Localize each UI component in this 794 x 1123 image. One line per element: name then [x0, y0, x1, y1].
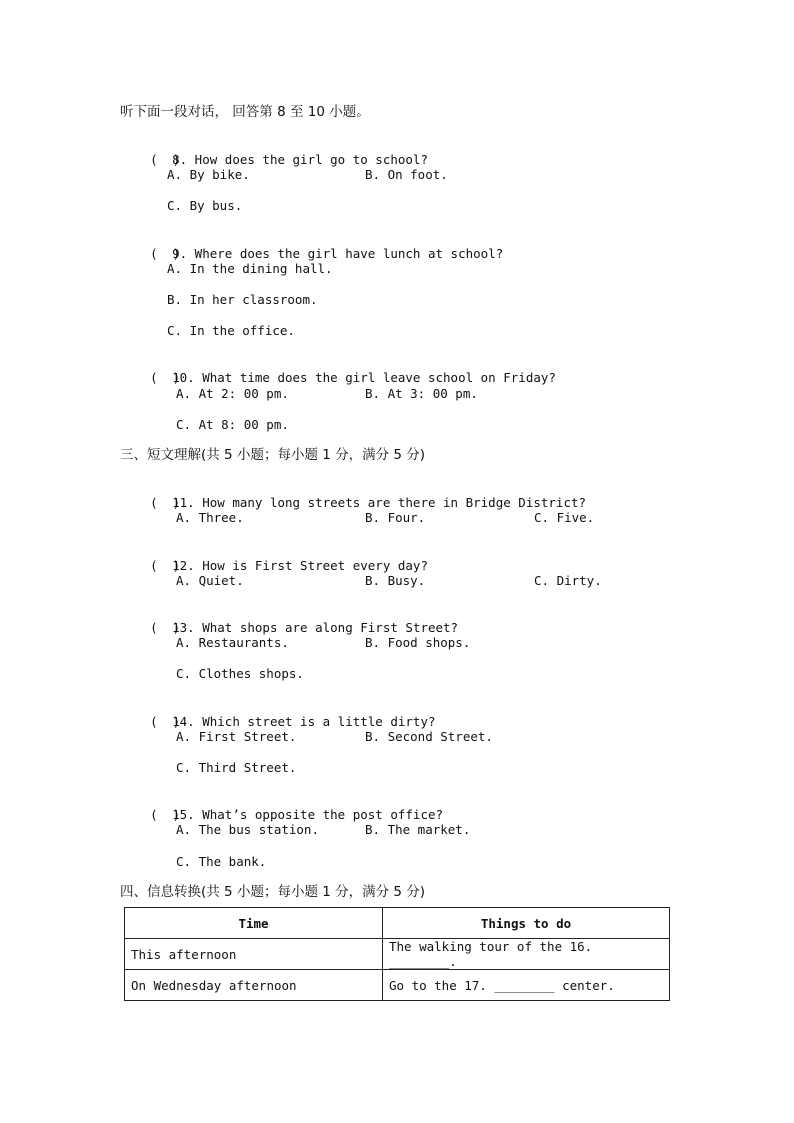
option-10c: C. At 8: 00 pm. — [176, 417, 289, 432]
option-10b: B. At 3: 00 pm. — [365, 386, 478, 401]
option-8c: C. By bus. — [167, 198, 243, 213]
option-14c: C. Third Street. — [176, 760, 297, 775]
option-13c: C. Clothes shops. — [176, 666, 304, 681]
question-text: 8. How does the girl go to school? — [172, 152, 428, 167]
option-12b: B. Busy. — [365, 573, 426, 588]
table-header-row — [125, 908, 670, 939]
question-text: 11. How many long streets are there in Bridge District? — [172, 495, 587, 510]
answer-blank[interactable]: ( ) — [150, 714, 181, 729]
option-11c: C. Five. — [534, 510, 595, 525]
table-row — [125, 939, 670, 970]
option-8a: A. By bike. — [167, 167, 250, 182]
question-text: 15. What’s opposite the post office? — [172, 807, 444, 822]
cell-thing[interactable]: Go to the 17. ________ center. — [383, 970, 670, 1001]
option-9c: C. In the office. — [167, 323, 295, 338]
option-12a: A. Quiet. — [176, 573, 244, 588]
header-things-to-do: Things to do — [383, 908, 670, 939]
option-14b: B. Second Street. — [365, 729, 493, 744]
option-15b: B. The market. — [365, 822, 471, 837]
answer-blank[interactable]: ( ) — [150, 620, 181, 635]
question-text: 12. How is First Street every day? — [172, 558, 428, 573]
option-12c: C. Dirty. — [534, 573, 602, 588]
section-3-title: 三、短文理解(共 5 小题；每小题 1 分，满分 5 分) — [120, 447, 426, 463]
cell-time: On Wednesday afternoon — [125, 970, 383, 1001]
option-11b: B. Four. — [365, 510, 426, 525]
question-text: 14. Which street is a little dirty? — [172, 714, 436, 729]
option-15a: A. The bus station. — [176, 822, 319, 837]
answer-blank[interactable]: ( ) — [150, 370, 181, 385]
cell-time: This afternoon — [125, 939, 383, 970]
question-text: 9. Where does the girl have lunch at school? — [172, 246, 504, 261]
listening-intro: 听下面一段对话， 回答第 8 至 10 小题。 — [120, 104, 370, 120]
cell-thing[interactable]: The walking tour of the 16. ________. — [383, 939, 670, 970]
option-11a: A. Three. — [176, 510, 244, 525]
question-text: 10. What time does the girl leave school on Friday? — [172, 370, 556, 385]
option-9a: A. In the dining hall. — [167, 261, 333, 276]
answer-blank[interactable]: ( ) — [150, 246, 181, 261]
table-row — [125, 970, 670, 1001]
option-15c: C. The bank. — [176, 854, 267, 869]
info-table — [124, 907, 670, 1001]
question-text: 13. What shops are along First Street? — [172, 620, 459, 635]
option-9b: B. In her classroom. — [167, 292, 318, 307]
answer-blank[interactable]: ( ) — [150, 807, 181, 822]
option-13a: A. Restaurants. — [176, 635, 289, 650]
header-time: Time — [125, 908, 383, 939]
answer-blank[interactable]: ( ) — [150, 558, 181, 573]
answer-blank[interactable]: ( ) — [150, 495, 181, 510]
option-10a: A. At 2: 00 pm. — [176, 386, 289, 401]
option-13b: B. Food shops. — [365, 635, 471, 650]
answer-blank[interactable]: ( ) — [150, 152, 181, 167]
option-8b: B. On foot. — [365, 167, 448, 182]
option-14a: A. First Street. — [176, 729, 297, 744]
section-4-title: 四、信息转换(共 5 小题；每小题 1 分，满分 5 分) — [120, 884, 426, 900]
